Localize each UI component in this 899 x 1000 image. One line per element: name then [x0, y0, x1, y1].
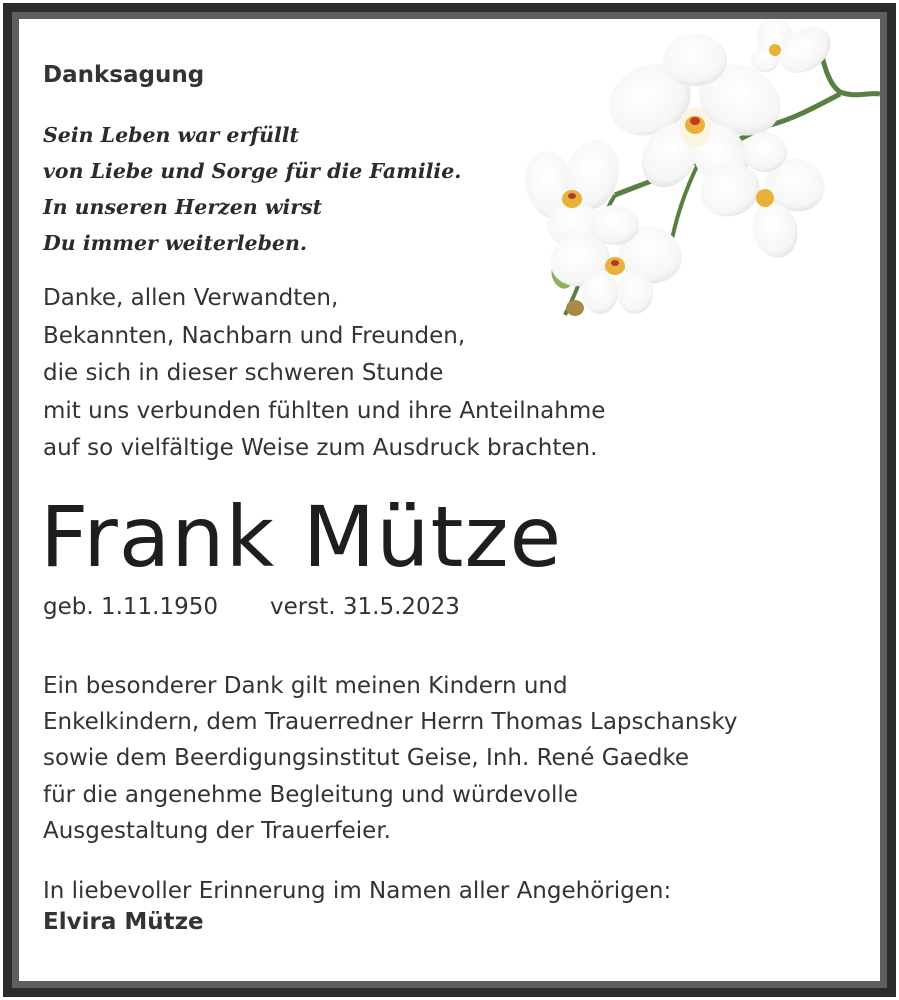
- thanks-line: Danke, allen Verwandten,: [43, 285, 339, 311]
- closing-line: In liebevoller Erinnerung im Namen aller Angehörigen:: [43, 878, 672, 904]
- special-thanks-line: Ausgestaltung der Trauerfeier.: [43, 817, 391, 844]
- poem-line: In unseren Herzen wirst: [43, 195, 323, 219]
- thanks-line: auf so vielfältige Weise zum Ausdruck brachten.: [43, 435, 598, 462]
- thanks-paragraph: [43, 280, 605, 468]
- special-thanks-line: Enkelkindern, dem Trauerredner Herrn Thomas Lapschansky: [43, 709, 738, 736]
- notice-heading: Danksagung: [43, 62, 205, 88]
- thanks-line: die sich in dieser schweren Stunde: [43, 360, 444, 387]
- orchid-image: [520, 20, 880, 320]
- poem-line: Du immer weiterleben.: [43, 231, 308, 255]
- thanks-line: Bekannten, Nachbarn und Freunden,: [43, 322, 466, 349]
- special-thanks-line: sowie dem Beerdigungsinstitut Geise, Inh. René Gaedke: [43, 745, 690, 772]
- poem-line: Sein Leben war erfüllt: [43, 123, 300, 147]
- death-date: verst. 31.5.2023: [270, 594, 460, 620]
- special-thanks-paragraph: [43, 668, 738, 849]
- signature: Elvira Mütze: [43, 909, 204, 935]
- life-dates: [43, 594, 460, 620]
- birth-date: geb. 1.11.1950: [43, 594, 219, 620]
- special-thanks-line: Ein besonderer Dank gilt meinen Kindern und: [43, 673, 568, 699]
- memorial-poem: [43, 117, 461, 261]
- deceased-name: Frank Mütze: [40, 488, 563, 586]
- poem-line: von Liebe und Sorge für die Familie.: [43, 159, 462, 183]
- special-thanks-line: für die angenehme Begleitung und würdevolle: [43, 781, 578, 808]
- thanks-line: mit uns verbunden fühlten und ihre Anteilnahme: [43, 397, 606, 424]
